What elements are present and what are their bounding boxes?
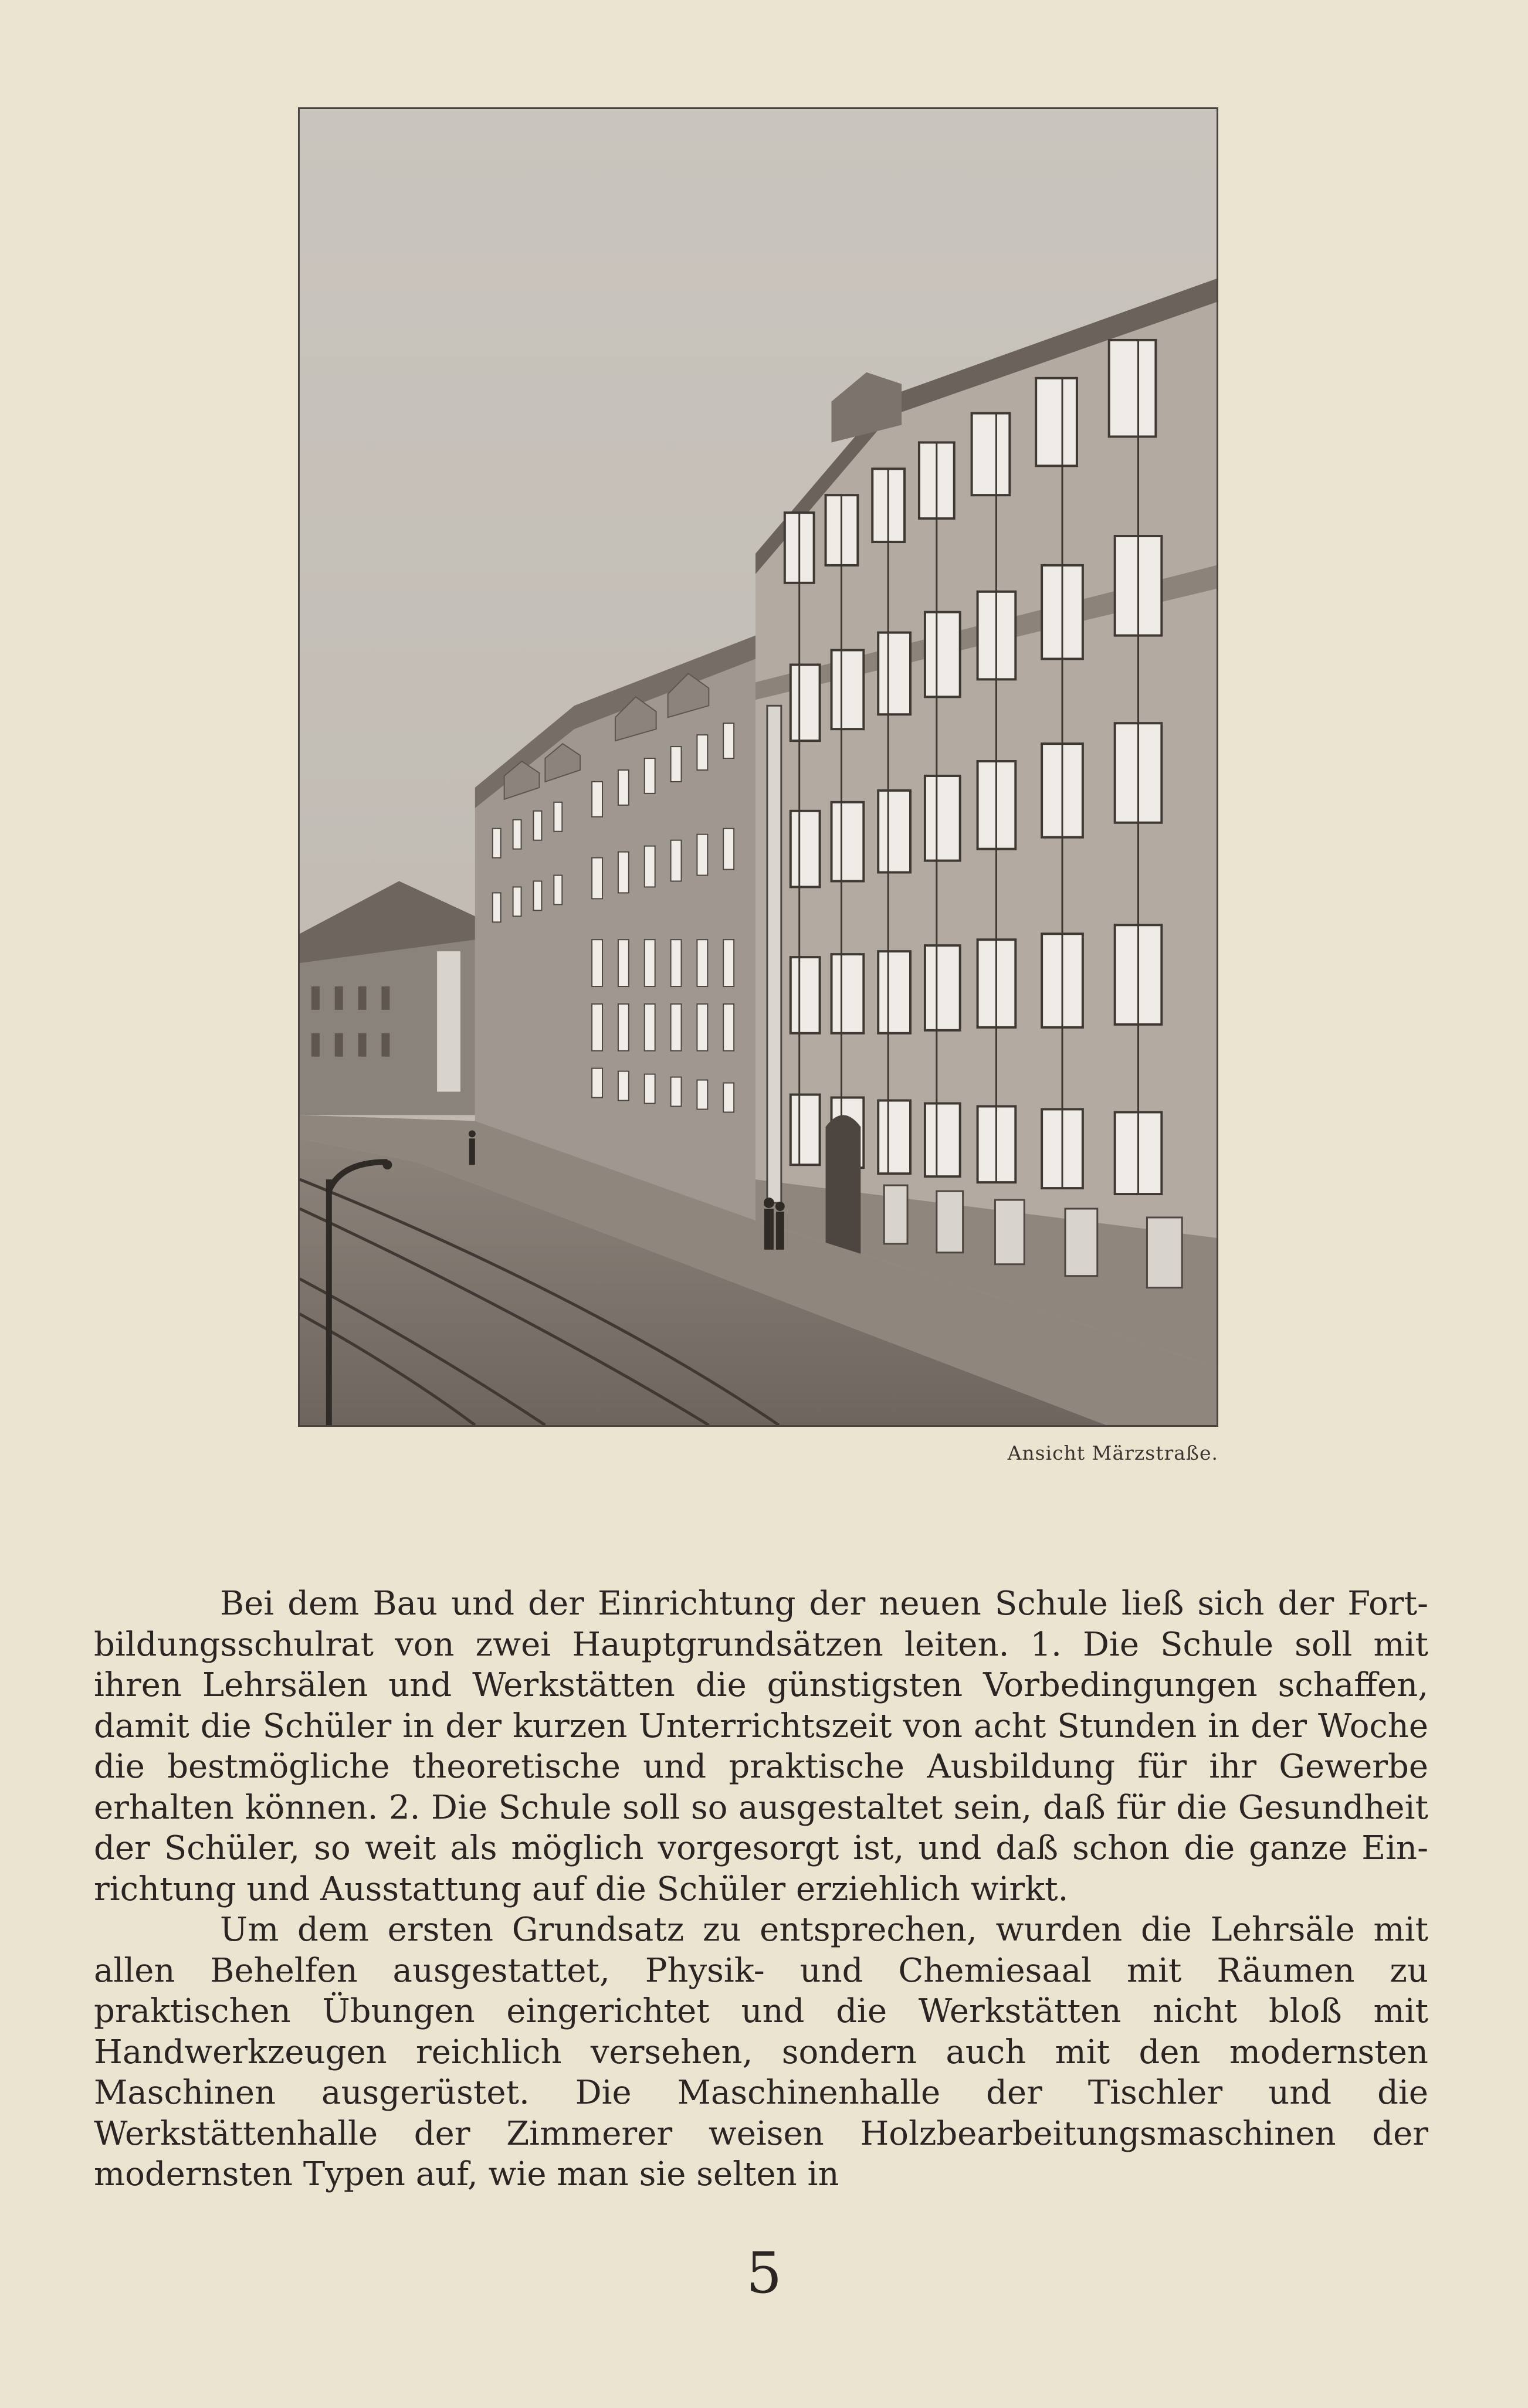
paragraph: Um dem ersten Grundsatz zu entsprechen, wurden die Lehrsäle mit allen Behelfen ausgestattet, Physik- und Chemiesaal mit Räumen zu praktischen Übungen eingerichtet und die Werkstätten nicht bloß mit Handwerkzeugen reichlich versehen, sondern auch mit den modernsten Maschinen ausgerüstet. Die Maschinenhalle der Tischler und die Werkstättenhalle der Zimmerer weisen Holzbearbeitungsmaschinen der modernsten Typen auf, wie man sie selten in <box>94 1911 1428 2193</box>
page-number: 5 <box>746 2240 782 2306</box>
photo-maerzstrasse-facade <box>298 107 1218 1427</box>
paragraph: Bei dem Bau und der Einrichtung der neuen Schule ließ sich der Fortbildungsschulrat von zwei Hauptgrundsätzen leiten. 1. Die Schule soll mit ihren Lehrsälen und Werkstätten die günstigsten Vorbedingungen schaffen, damit die Schüler in der kurzen Unterrichtszeit von acht Stunden in der Woche die bestmögliche theoretische und praktische Ausbildung für ihr Gewerbe erhalten können. 2. Die Schule soll so ausgestaltet sein, daß für die Gesundheit der Schüler, so weit als möglich vorgesorgt ist, und daß schon die ganze Einrichtung und Ausstattung auf die Schüler erziehlich wirkt. <box>94 1585 1428 1908</box>
figure-caption: Ansicht Märzstraße. <box>1007 1442 1218 1464</box>
body-text <box>94 1583 1428 2195</box>
